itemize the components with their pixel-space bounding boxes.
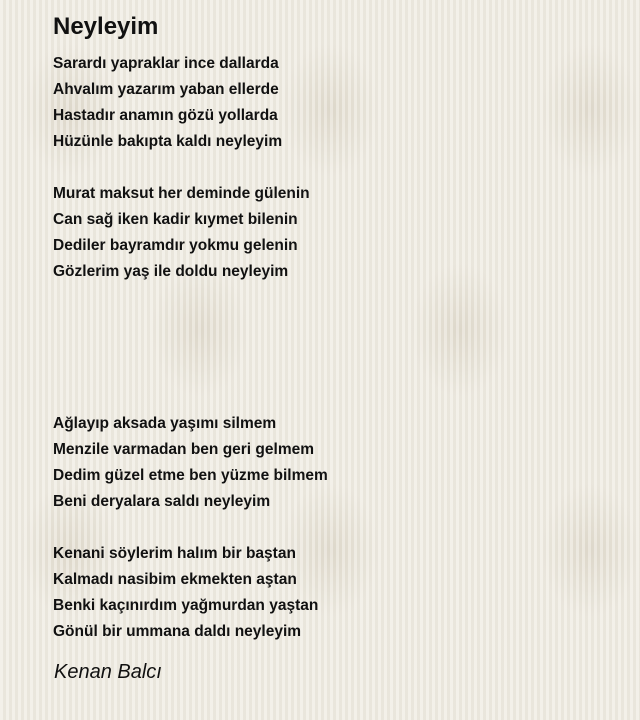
stanza-4 — [53, 541, 318, 645]
poem-line: Hüzünle bakıpta kaldı neyleyim — [53, 133, 283, 150]
poem-line: Kalmadı nasibim ekmekten aştan — [53, 571, 297, 588]
poem-line: Gözlerim yaş ile doldu neyleyim — [53, 263, 289, 280]
poem-line: Sarardı yapraklar ince dallarda — [53, 55, 279, 72]
poem-line: Menzile varmadan ben geri gelmem — [53, 441, 315, 458]
poem-line: Murat maksut her deminde gülenin — [53, 185, 310, 202]
stanza-2 — [53, 181, 310, 285]
poem-line: Dedim güzel etme ben yüzme bilmem — [53, 467, 328, 484]
poem-line: Benki kaçınırdım yağmurdan yaştan — [53, 597, 319, 614]
poem-line: Kenani söylerim halım bir baştan — [53, 545, 296, 562]
poem-title: Neyleyim — [53, 13, 159, 40]
poem-line: Dediler bayramdır yokmu gelenin — [53, 237, 298, 254]
poem-line: Hastadır anamın gözü yollarda — [53, 107, 278, 124]
stanza-1 — [53, 51, 282, 155]
poem-line: Gönül bir ummana daldı neyleyim — [53, 623, 302, 640]
poem-line: Ağlayıp aksada yaşımı silmem — [53, 415, 277, 432]
stanza-3 — [53, 411, 328, 515]
poem-line: Ahvalım yazarım yaban ellerde — [53, 81, 279, 98]
poem-author: Kenan Balcı — [54, 661, 162, 683]
poem-line: Beni deryalara saldı neyleyim — [53, 493, 271, 510]
poem-line: Can sağ iken kadir kıymet bilenin — [53, 211, 298, 228]
